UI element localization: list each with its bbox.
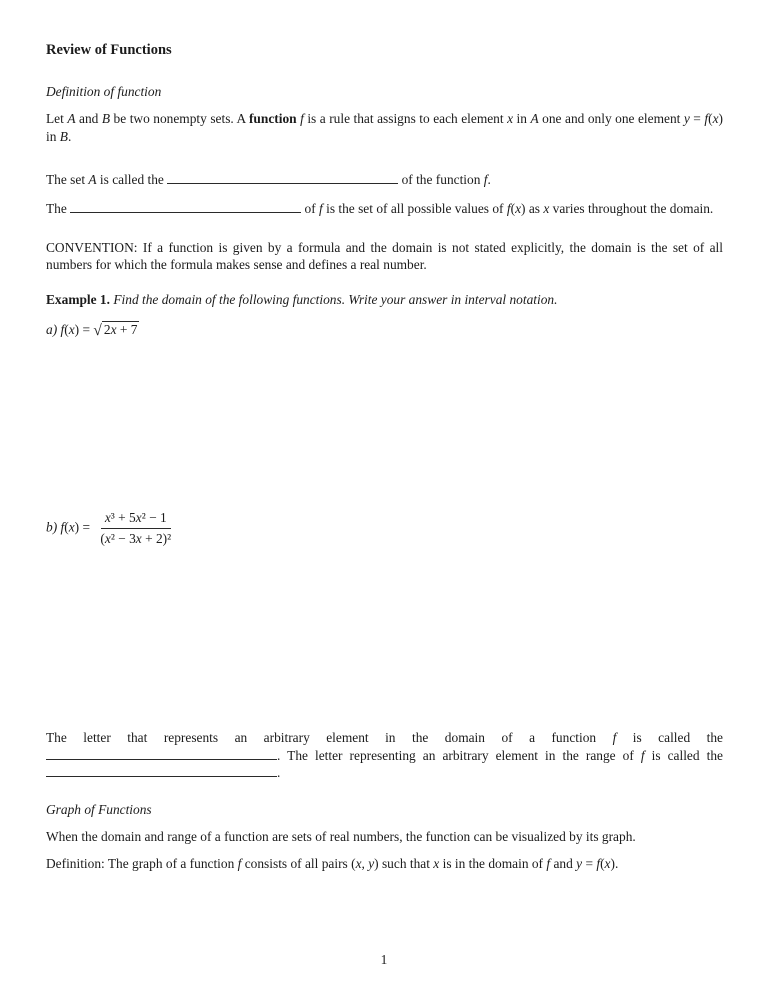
fraction-numerator: x³ + 5x² − 1 (101, 510, 171, 529)
fraction (96, 510, 175, 547)
example-1-heading: Example 1. Find the domain of the following functions. Write your answer in interval notation. (46, 292, 558, 308)
work-space-b (46, 547, 723, 729)
fraction-denominator: (x² − 3x + 2)² (100, 530, 172, 546)
formula-a-lhs: a) f(x) = (46, 321, 94, 337)
definition-paragraph: Let A and B be two nonempty sets. A function f is a rule that assigns to each element x in A one and only one element y = f(x) in B. (46, 111, 723, 144)
domain-fill-in-line: The set A is called the of the function f. (46, 172, 491, 188)
page-number: 1 (380, 952, 388, 967)
work-space-a (46, 340, 723, 510)
example-1b-formula (46, 510, 723, 547)
example-1a-formula (46, 320, 723, 340)
formula-b-lhs: b) f(x) = (46, 519, 94, 535)
convention-paragraph: CONVENTION: If a function is given by a formula and the domain is not stated explicitly, the domain is the set of all numbers for which the formula makes sense and defines a real number. (46, 239, 723, 273)
graph-paragraph-1: When the domain and range of a function are sets of real numbers, the function can be visualized by its graph. (46, 829, 636, 845)
graph-paragraph-2: Definition: The graph of a function f consists of all pairs (x, y) such that x is in the domain of f and y = f(x). (46, 855, 619, 871)
document-title: Review of Functions (46, 42, 172, 58)
letters-paragraph: The letter that represents an arbitrary element in the domain of a function f is called the . The letter representing an arbitrary element in the range of f is called the . (46, 729, 723, 781)
formula-a-radicand: 2x + 7 (103, 321, 138, 337)
section-heading-graph: Graph of Functions (46, 802, 152, 818)
range-fill-in-line: The of f is the set of all possible values of f(x) as x varies throughout the domain. (46, 201, 714, 217)
radical-sign: √ (93, 321, 102, 339)
section-heading-definition: Definition of function (46, 84, 162, 99)
